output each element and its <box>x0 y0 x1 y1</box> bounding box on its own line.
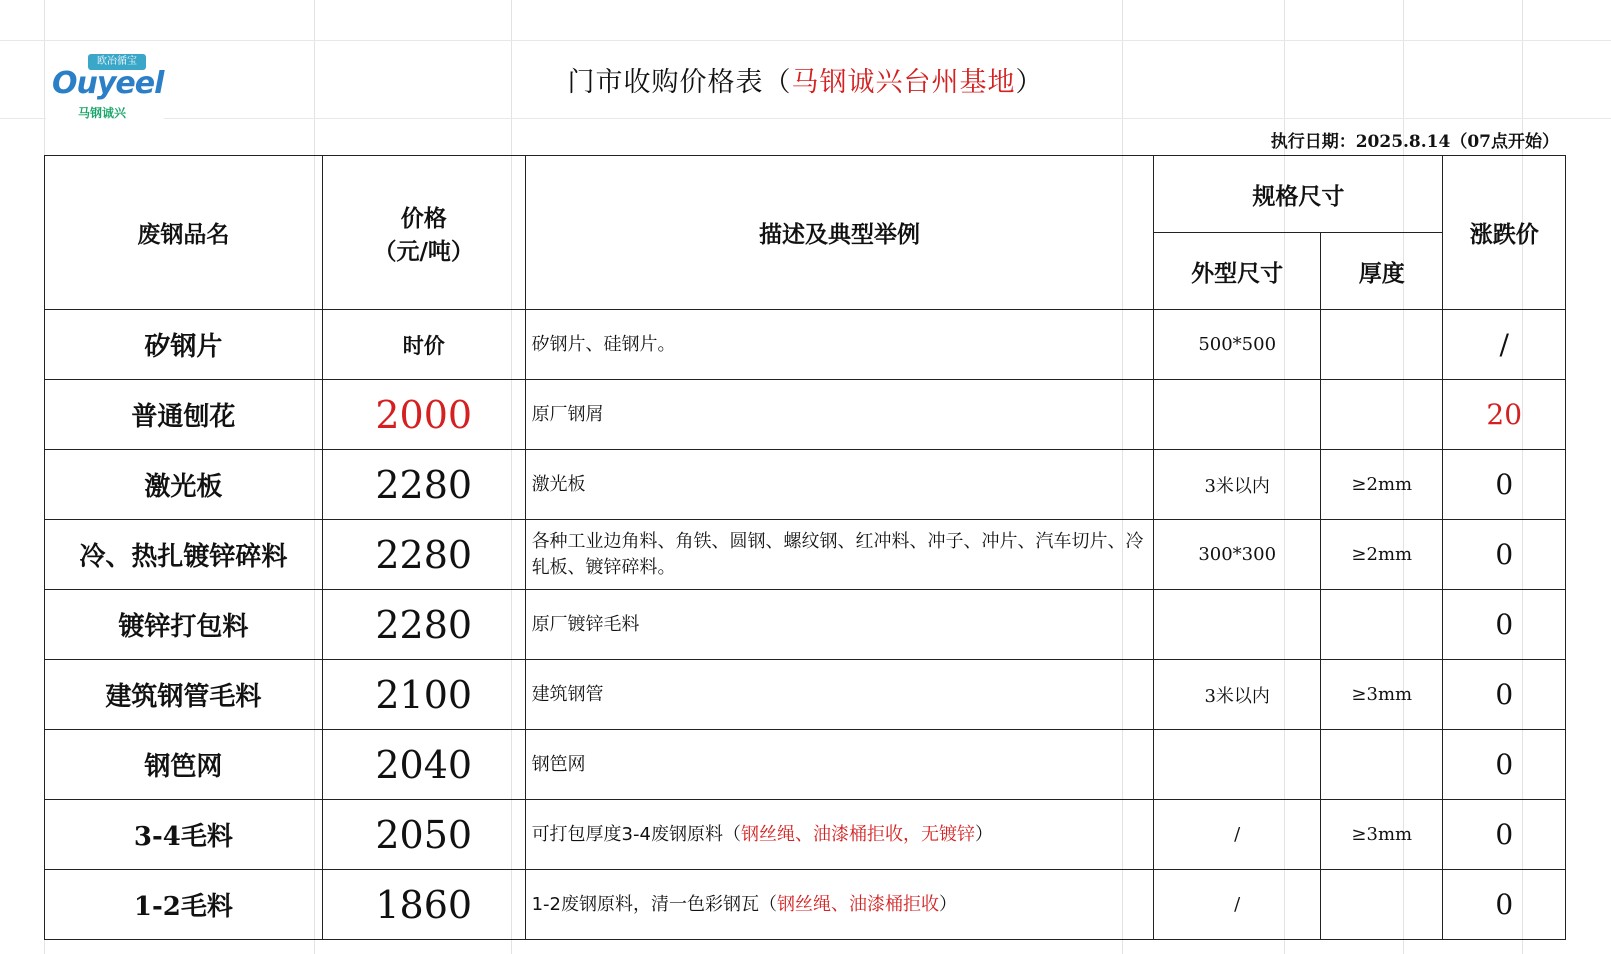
item-name: 冷、热扎镀锌碎料 <box>45 520 323 590</box>
description-text: 钢笆网 <box>531 753 586 775</box>
item-description <box>525 450 1154 520</box>
item-change: 0 <box>1443 590 1566 660</box>
item-description <box>525 730 1154 800</box>
header-price-line2: （元/吨） <box>373 237 474 265</box>
description-text: 激光板 <box>531 473 586 495</box>
item-name: 激光板 <box>45 450 323 520</box>
header-price-line1: 价格 <box>400 204 447 232</box>
item-outer-size: 500*500 <box>1154 310 1321 380</box>
item-outer-size: 3米以内 <box>1154 450 1321 520</box>
table-row <box>45 310 1566 380</box>
item-thickness: ≥2mm <box>1321 450 1443 520</box>
item-description <box>525 660 1154 730</box>
item-price: 2280 <box>322 520 525 590</box>
description-text: 建筑钢管 <box>531 683 604 705</box>
item-outer-size: / <box>1154 800 1321 870</box>
item-thickness: ≥3mm <box>1321 800 1443 870</box>
item-price: 时价 <box>322 310 525 380</box>
description-text: 1-2废钢原料，清一色彩钢瓦（ <box>531 893 777 915</box>
title-main: 门市收购价格表（ <box>567 67 792 98</box>
item-price: 2280 <box>322 450 525 520</box>
price-table <box>44 155 1566 940</box>
description-end: ） <box>938 893 957 915</box>
item-name: 钢笆网 <box>45 730 323 800</box>
description-text: 各种工业边角料、角铁、圆钢、螺纹钢、红冲料、冲子、冲片、汽车切片、冷轧板、镀锌碎料。 <box>531 530 1144 578</box>
description-text: 原厂钢屑 <box>531 403 604 425</box>
item-name: 普通刨花 <box>45 380 323 450</box>
logo-badge: 欧冶循宝 <box>88 54 146 70</box>
item-outer-size: 3米以内 <box>1154 660 1321 730</box>
item-price: 1860 <box>322 870 525 940</box>
item-thickness <box>1321 380 1443 450</box>
item-thickness: ≥3mm <box>1321 660 1443 730</box>
item-outer-size <box>1154 590 1321 660</box>
item-name: 镀锌打包料 <box>45 590 323 660</box>
header-name: 废钢品名 <box>45 156 323 310</box>
item-thickness <box>1321 870 1443 940</box>
item-outer-size <box>1154 730 1321 800</box>
title-highlight: 马钢诚兴台州基地 <box>791 67 1016 98</box>
header-spec: 规格尺寸 <box>1154 156 1443 233</box>
item-change: / <box>1443 310 1566 380</box>
table-row <box>45 380 1566 450</box>
table-row <box>45 450 1566 520</box>
item-change: 20 <box>1443 380 1566 450</box>
description-note: 钢丝绳、油漆桶拒收，无镀锌 <box>740 823 975 845</box>
item-name: 1-2毛料 <box>45 870 323 940</box>
table-row <box>45 800 1566 870</box>
page-title <box>0 60 1611 99</box>
header-change: 涨跌价 <box>1443 156 1566 310</box>
description-text: 矽钢片、硅钢片。 <box>531 333 676 355</box>
description-note: 钢丝绳、油漆桶拒收 <box>776 893 939 915</box>
item-description <box>525 520 1154 590</box>
logo-wordmark: Ouyeel <box>52 66 164 101</box>
item-description <box>525 380 1154 450</box>
header-outer-size: 外型尺寸 <box>1154 233 1321 310</box>
item-thickness <box>1321 590 1443 660</box>
item-price: 2040 <box>322 730 525 800</box>
description-text: 可打包厚度3-4废钢原料（ <box>531 823 741 845</box>
description-end: ） <box>974 823 993 845</box>
item-price: 2280 <box>322 590 525 660</box>
table-row <box>45 590 1566 660</box>
item-outer-size: / <box>1154 870 1321 940</box>
table-row <box>45 730 1566 800</box>
execution-date: 执行日期：2025.8.14（07点开始） <box>1270 132 1559 152</box>
item-thickness <box>1321 730 1443 800</box>
item-change: 0 <box>1443 450 1566 520</box>
item-name: 矽钢片 <box>45 310 323 380</box>
item-description <box>525 590 1154 660</box>
header-thickness: 厚度 <box>1321 233 1443 310</box>
table-row <box>45 870 1566 940</box>
table-row <box>45 520 1566 590</box>
item-outer-size <box>1154 380 1321 450</box>
item-name: 建筑钢管毛料 <box>45 660 323 730</box>
item-thickness <box>1321 310 1443 380</box>
logo-subtitle: 马钢诚兴 <box>78 106 127 120</box>
item-change: 0 <box>1443 660 1566 730</box>
item-change: 0 <box>1443 800 1566 870</box>
item-name: 3-4毛料 <box>45 800 323 870</box>
item-description <box>525 800 1154 870</box>
item-change: 0 <box>1443 870 1566 940</box>
title-end: ） <box>1015 67 1044 98</box>
item-outer-size: 300*300 <box>1154 520 1321 590</box>
item-description <box>525 310 1154 380</box>
table-row <box>45 660 1566 730</box>
header-price <box>322 156 525 310</box>
item-change: 0 <box>1443 520 1566 590</box>
header-description: 描述及典型举例 <box>525 156 1154 310</box>
item-description <box>525 870 1154 940</box>
description-text: 原厂镀锌毛料 <box>531 613 640 635</box>
item-change: 0 <box>1443 730 1566 800</box>
item-thickness: ≥2mm <box>1321 520 1443 590</box>
item-price: 2000 <box>322 380 525 450</box>
item-price: 2100 <box>322 660 525 730</box>
item-price: 2050 <box>322 800 525 870</box>
